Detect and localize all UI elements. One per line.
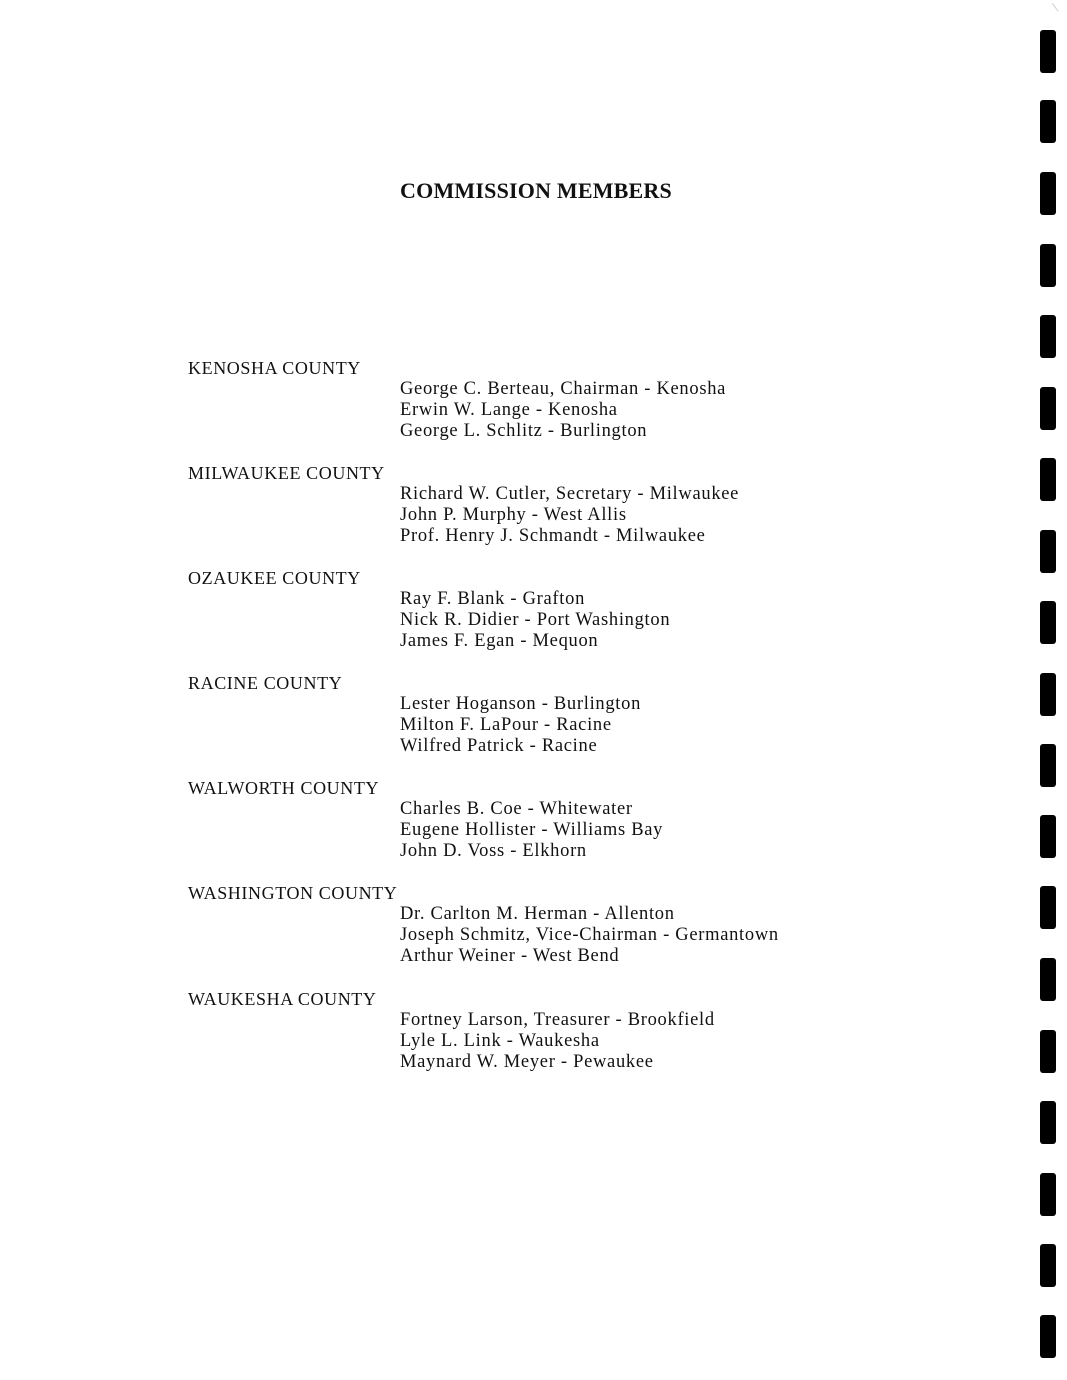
binding-hole — [1040, 886, 1056, 929]
binding-hole — [1040, 530, 1056, 573]
member-entry: Erwin W. Lange - Kenosha — [400, 400, 618, 420]
binding-hole — [1040, 673, 1056, 716]
member-entry: Lyle L. Link - Waukesha — [400, 1031, 600, 1051]
member-entry: Milton F. LaPour - Racine — [400, 715, 612, 735]
county-name: WALWORTH COUNTY — [188, 778, 380, 798]
binding-hole — [1040, 315, 1056, 358]
county-section-walworth — [188, 778, 868, 862]
binding-hole — [1040, 100, 1056, 143]
member-entry: Arthur Weiner - West Bend — [400, 946, 620, 966]
binding-hole — [1040, 1315, 1056, 1358]
spiral-binding-holes — [1040, 0, 1060, 1380]
member-entry: Ray F. Blank - Grafton — [400, 589, 586, 609]
county-section-kenosha — [188, 358, 868, 442]
binding-hole — [1040, 458, 1056, 501]
binding-hole — [1040, 601, 1056, 644]
binding-hole — [1040, 958, 1056, 1001]
member-list — [400, 379, 868, 442]
binding-hole — [1040, 1101, 1056, 1144]
member-entry: George L. Schlitz - Burlington — [400, 421, 648, 441]
member-entry: James F. Egan - Mequon — [400, 631, 599, 651]
binding-hole — [1040, 744, 1056, 787]
member-entry: Wilfred Patrick - Racine — [400, 736, 598, 756]
member-list — [400, 694, 868, 757]
binding-hole — [1040, 1173, 1056, 1216]
member-entry: John P. Murphy - West Allis — [400, 505, 627, 525]
member-entry: Prof. Henry J. Schmandt - Milwaukee — [400, 526, 706, 546]
binding-hole — [1040, 815, 1056, 858]
member-entry: Eugene Hollister - Williams Bay — [400, 820, 664, 840]
member-entry: Charles B. Coe - Whitewater — [400, 799, 633, 819]
binding-hole — [1040, 387, 1056, 430]
binding-hole — [1040, 30, 1056, 73]
county-name: WAUKESHA COUNTY — [188, 989, 377, 1009]
county-section-washington — [188, 883, 868, 967]
member-entry: Lester Hoganson - Burlington — [400, 694, 642, 714]
member-entry: George C. Berteau, Chairman - Kenosha — [400, 379, 727, 399]
binding-hole — [1040, 1244, 1056, 1287]
member-entry: John D. Voss - Elkhorn — [400, 841, 587, 861]
county-section-milwaukee — [188, 463, 868, 547]
member-list — [400, 799, 868, 862]
county-section-waukesha — [188, 989, 868, 1073]
member-list — [400, 904, 868, 967]
binding-hole — [1040, 1030, 1056, 1073]
member-entry: Richard W. Cutler, Secretary - Milwaukee — [400, 484, 740, 504]
member-entry: Fortney Larson, Treasurer - Brookfield — [400, 1010, 715, 1030]
county-name: RACINE COUNTY — [188, 673, 343, 693]
binding-hole — [1040, 172, 1056, 215]
page-title: COMMISSION MEMBERS — [400, 178, 672, 203]
binding-hole — [1040, 244, 1056, 287]
county-name: WASHINGTON COUNTY — [188, 883, 398, 903]
member-list — [400, 484, 868, 547]
county-name: MILWAUKEE COUNTY — [188, 463, 385, 483]
county-section-racine — [188, 673, 868, 757]
member-entry: Joseph Schmitz, Vice-Chairman - Germantown — [400, 925, 779, 945]
county-name: OZAUKEE COUNTY — [188, 568, 361, 588]
member-entry: Maynard W. Meyer - Pewaukee — [400, 1052, 654, 1072]
member-list — [400, 1010, 868, 1073]
member-list — [400, 589, 868, 652]
member-entry: Dr. Carlton M. Herman - Allenton — [400, 904, 675, 924]
county-section-ozaukee — [188, 568, 868, 652]
member-entry: Nick R. Didier - Port Washington — [400, 610, 671, 630]
county-name: KENOSHA COUNTY — [188, 358, 361, 378]
